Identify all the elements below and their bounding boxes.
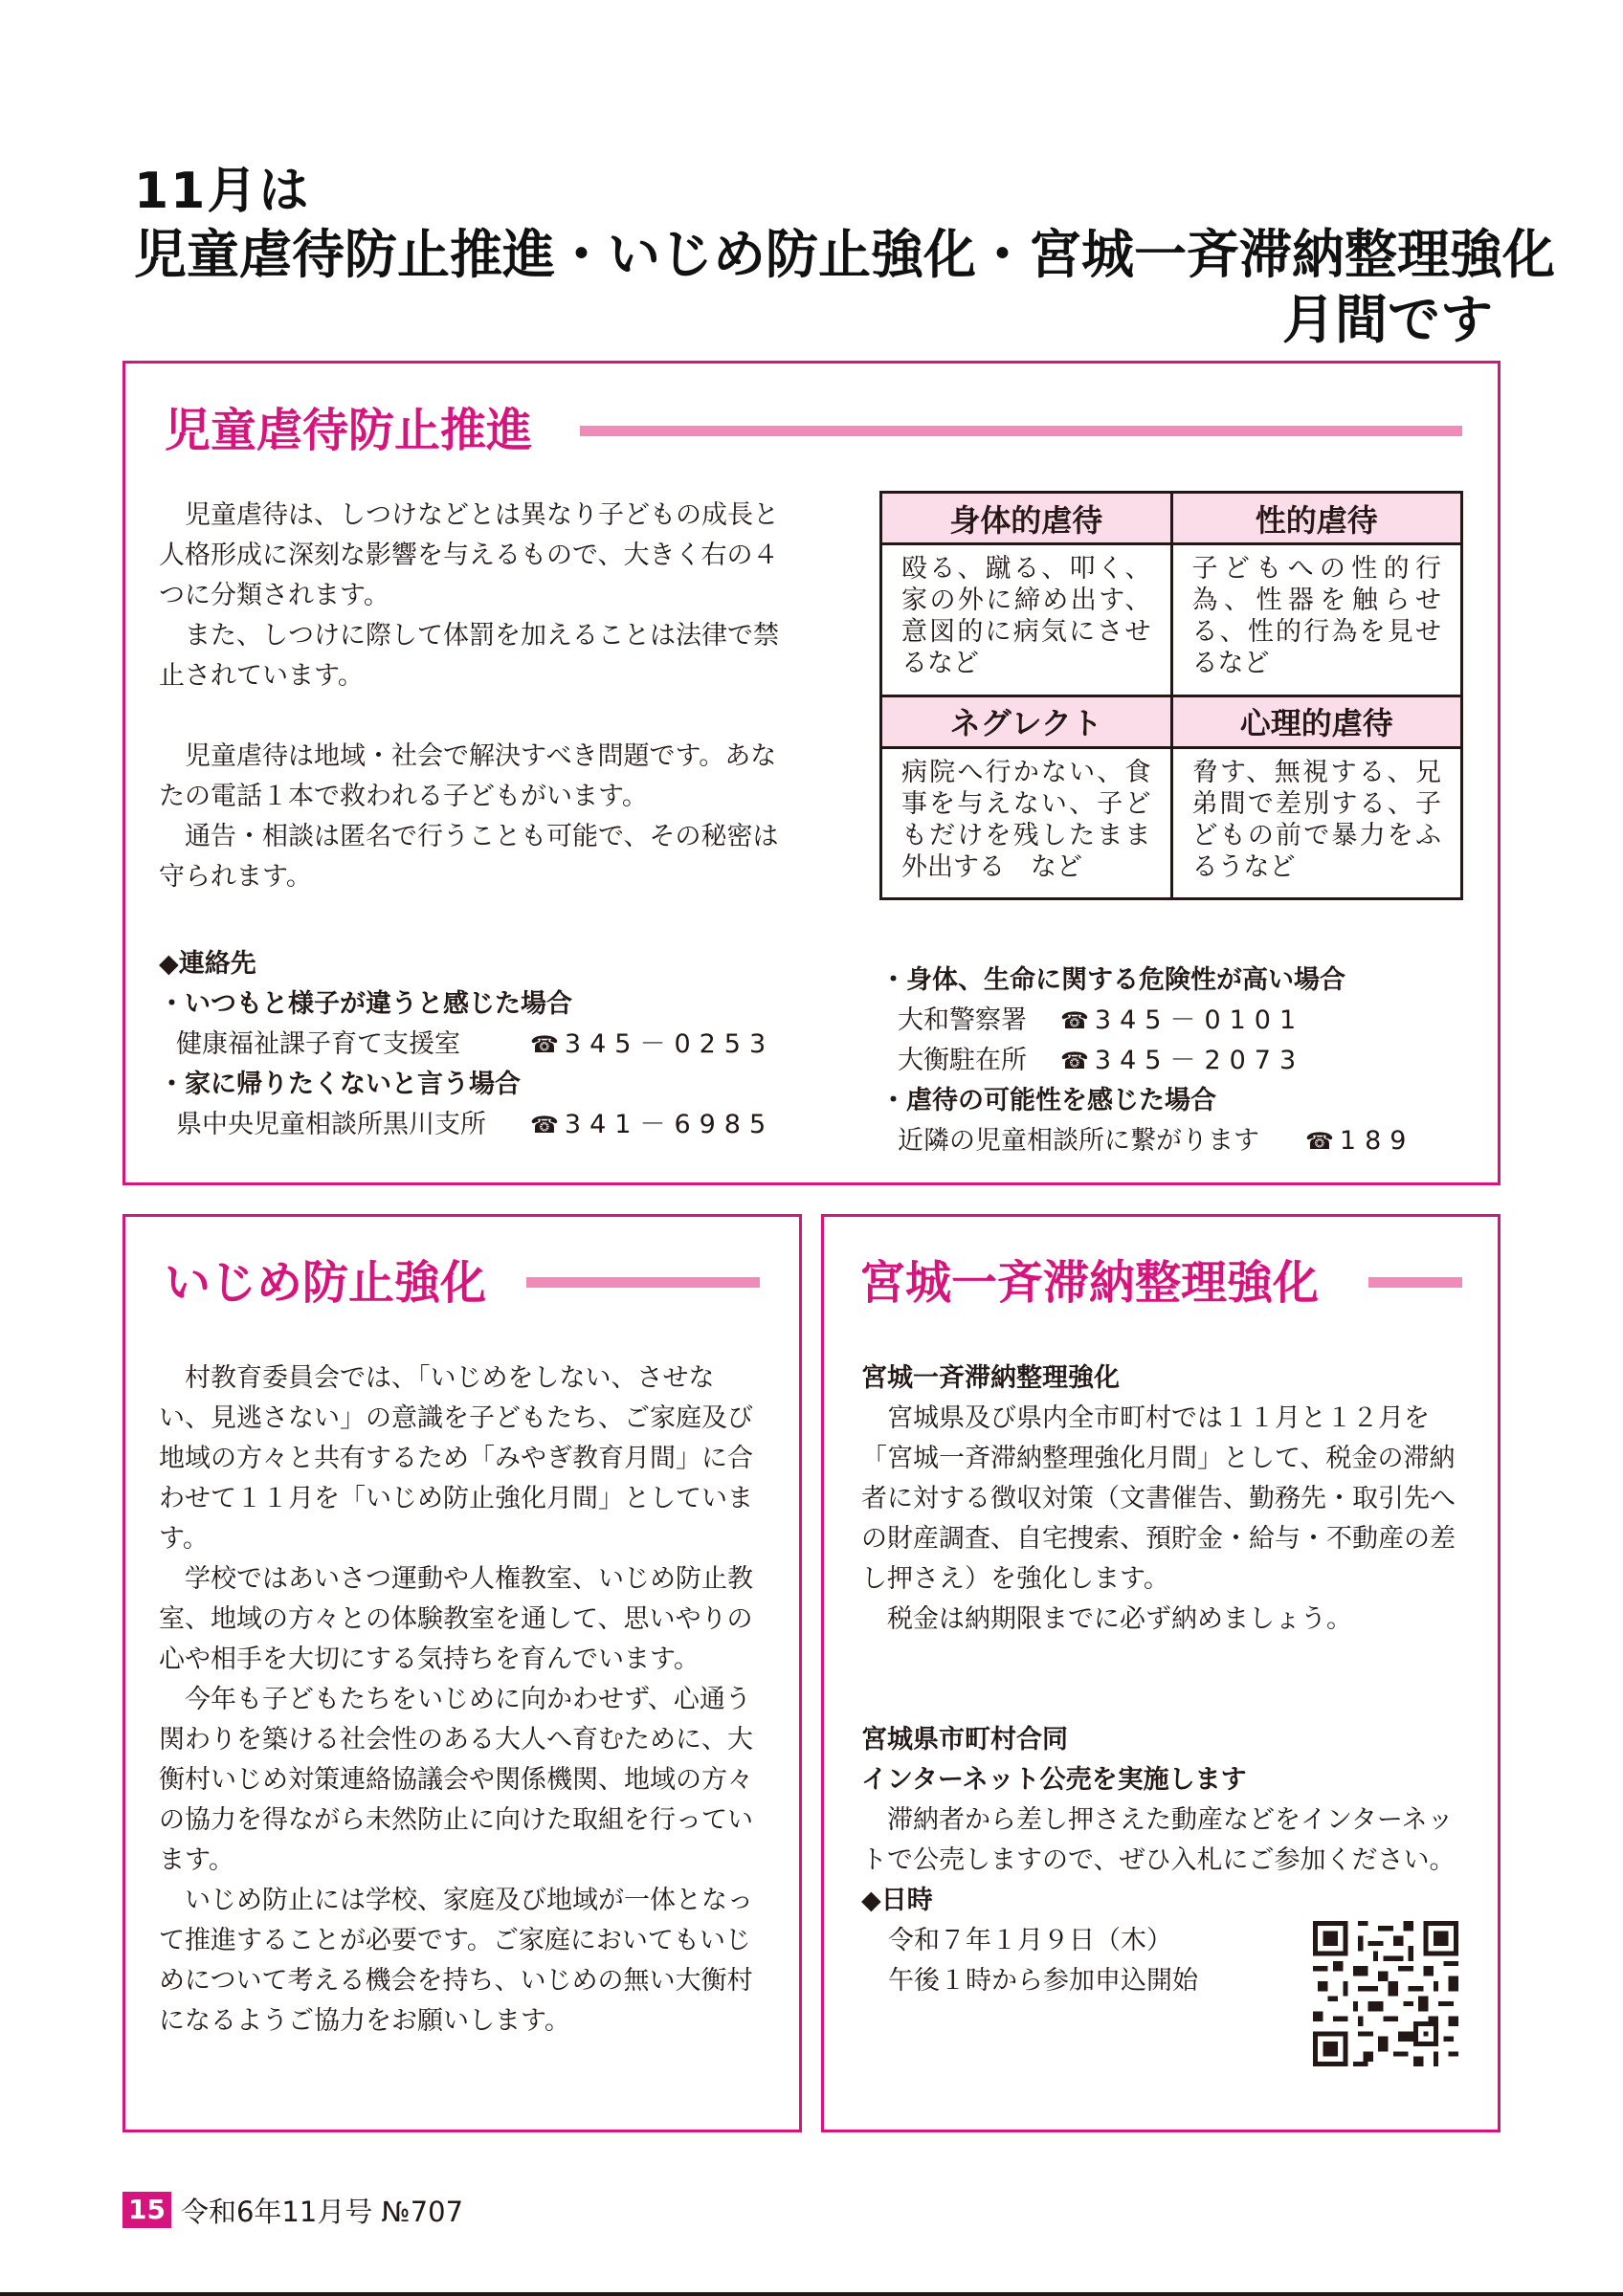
tax-section-title: 宮城一斉滞納整理強化 bbox=[859, 1256, 1320, 1310]
date-line: 令和７年１月９日（木） bbox=[888, 1926, 1172, 1955]
abuse-body-text bbox=[159, 496, 787, 897]
contact-name: 健康福祉課子育て支援室 bbox=[176, 1029, 460, 1059]
phone-icon: ☎ bbox=[1060, 1007, 1089, 1034]
abuse-types-table bbox=[879, 491, 1463, 900]
table-cell-sexual: 子どもへの性的行為、性器を触らせる、性的行為を見せるなど bbox=[1171, 544, 1462, 696]
contacts-heading: ◆連絡先 bbox=[159, 949, 256, 979]
page-headline bbox=[134, 161, 1556, 352]
abuse-contacts-right bbox=[880, 960, 1414, 1161]
bullying-body-text bbox=[159, 1358, 766, 2042]
bullying-title-bar bbox=[526, 1277, 760, 1288]
bullying-paragraph: 今年も子どもたちをいじめに向かわせず、心通う関わりを築ける社会性のある大人へ育むために、大衡村いじめ対策連絡協議会や関係機関、地域の方々の協力を得ながら未然防止に向けた取組を行っています。 bbox=[159, 1685, 753, 1875]
tax-body-text bbox=[861, 1358, 1464, 2001]
abuse-section-title: 児童虐待防止推進 bbox=[165, 404, 533, 457]
table-header-sexual: 性的虐待 bbox=[1171, 493, 1462, 544]
tax-subheading: 宮城県市町村合同 bbox=[861, 1725, 1068, 1755]
tax-paragraph: 税金は納期限までに必ず納めましょう。 bbox=[887, 1604, 1352, 1634]
date-line: 午後１時から参加申込開始 bbox=[888, 1966, 1198, 1996]
contact-tel bbox=[1060, 1041, 1304, 1081]
contact-row bbox=[159, 1025, 774, 1065]
phone-icon: ☎ bbox=[530, 1031, 559, 1058]
tel-number: 345－0101 bbox=[1094, 1005, 1305, 1035]
qr-code[interactable] bbox=[1313, 1921, 1458, 2066]
contact-case: ・家に帰りたくないと言う場合 bbox=[159, 1070, 521, 1099]
contact-tel bbox=[1060, 1001, 1304, 1041]
contact-name: 大衡駐在所 bbox=[898, 1046, 1027, 1075]
contact-name: 県中央児童相談所黒川支所 bbox=[176, 1110, 486, 1139]
table-cell-psychological: 脅す、無視する、兄弟間で差別する、子どもの前で暴力をふるうなど bbox=[1171, 747, 1462, 899]
abuse-title-bar bbox=[580, 426, 1462, 436]
tax-subheading: 宮城一斉滞納整理強化 bbox=[861, 1363, 1120, 1393]
phone-icon: ☎ bbox=[530, 1112, 559, 1138]
table-header-neglect: ネグレクト bbox=[881, 695, 1172, 747]
phone-icon: ☎ bbox=[1305, 1128, 1334, 1155]
tel-number: 341－6985 bbox=[564, 1110, 775, 1139]
date-heading: ◆日時 bbox=[861, 1886, 933, 1915]
tax-paragraph: 滞納者から差し押さえた動産などをインターネットで公売しますので、ぜひ入札にご参加ください。 bbox=[861, 1805, 1456, 1875]
headline-line-3: 月間です bbox=[1281, 289, 1493, 350]
issue-label: 令和6年11月号 №707 bbox=[180, 2195, 464, 2228]
headline-line-2: 児童虐待防止推進・いじめ防止強化・宮城一斉滞納整理強化 bbox=[134, 224, 1556, 285]
bullying-paragraph: 村教育委員会では、「いじめをしない、させない、見逃さない」の意識を子どもたち、ご家庭及び地域の方々と共有するため「みやぎ教育月間」に合わせて１１月を「いじめ防止強化月間」としています。 bbox=[159, 1363, 753, 1554]
contact-row bbox=[880, 1121, 1414, 1161]
contact-tel bbox=[530, 1105, 774, 1145]
contact-row bbox=[880, 1001, 1414, 1041]
page-footer bbox=[122, 2191, 463, 2229]
table-header-physical: 身体的虐待 bbox=[881, 493, 1172, 544]
tel-number: 189 bbox=[1339, 1126, 1415, 1156]
contact-case: ・虐待の可能性を感じた場合 bbox=[880, 1086, 1216, 1115]
tel-number: 345－2073 bbox=[1094, 1046, 1305, 1075]
table-header-psychological: 心理的虐待 bbox=[1171, 695, 1462, 747]
bullying-paragraph: いじめ防止には学校、家庭及び地域が一体となって推進することが必要です。ご家庭においてもいじめについて考える機会を持ち、いじめの無い大衡村になるようご協力をお願いします。 bbox=[159, 1886, 753, 2036]
bottom-rule bbox=[0, 2292, 1623, 2296]
abuse-paragraph: 児童虐待は地域・社会で解決すべき問題です。あなたの電話１本で救われる子どもがいます。 bbox=[159, 741, 777, 811]
contact-row bbox=[880, 1041, 1414, 1081]
abuse-contacts-left bbox=[159, 944, 774, 1145]
contact-name: 近隣の児童相談所に繋がります bbox=[898, 1126, 1259, 1156]
tel-number: 345－0253 bbox=[564, 1029, 775, 1059]
table-cell-neglect: 病院へ行かない、食事を与えない、子どもだけを残したまま外出する など bbox=[881, 747, 1172, 899]
contact-case: ・いつもと様子が違うと感じた場合 bbox=[159, 989, 572, 1019]
table-cell-physical: 殴る、蹴る、叩く、家の外に締め出す、意図的に病気にさせるなど bbox=[881, 544, 1172, 696]
abuse-paragraph: 児童虐待は、しつけなどとは異なり子どもの成長と人格形成に深刻な影響を与えるもので、大きく右の４つに分類されます。 bbox=[159, 500, 779, 610]
tax-title-bar bbox=[1368, 1277, 1462, 1288]
page-number: 15 bbox=[122, 2192, 171, 2228]
contact-case: ・身体、生命に関する危険性が高い場合 bbox=[880, 965, 1345, 995]
headline-line-1: 11月は bbox=[134, 163, 311, 220]
tax-subheading: インターネット公売を実施します bbox=[861, 1765, 1247, 1795]
phone-icon: ☎ bbox=[1060, 1048, 1089, 1074]
bullying-paragraph: 学校ではあいさつ運動や人権教室、いじめ防止教室、地域の方々との体験教室を通して、思いやりの心や相手を大切にする気持ちを育んでいます。 bbox=[159, 1564, 753, 1674]
tax-paragraph: 宮城県及び県内全市町村では１１月と１２月を「宮城一斉滞納整理強化月間」として、税金の滞納者に対する徴収対策（文書催告、勤務先・取引先への財産調査、自宅捜索、預貯金・給与・不動産の差し押さえ）を強化します。 bbox=[861, 1403, 1456, 1594]
contact-tel bbox=[1305, 1121, 1414, 1161]
contact-tel bbox=[530, 1025, 774, 1065]
contact-name: 大和警察署 bbox=[898, 1005, 1027, 1035]
abuse-paragraph: 通告・相談は匿名で行うことも可能で、その秘密は守られます。 bbox=[159, 822, 779, 892]
abuse-paragraph: また、しつけに際して体罰を加えることは法律で禁止されています。 bbox=[159, 621, 779, 691]
contact-row bbox=[159, 1105, 774, 1145]
bullying-section-title: いじめ防止強化 bbox=[165, 1256, 487, 1310]
